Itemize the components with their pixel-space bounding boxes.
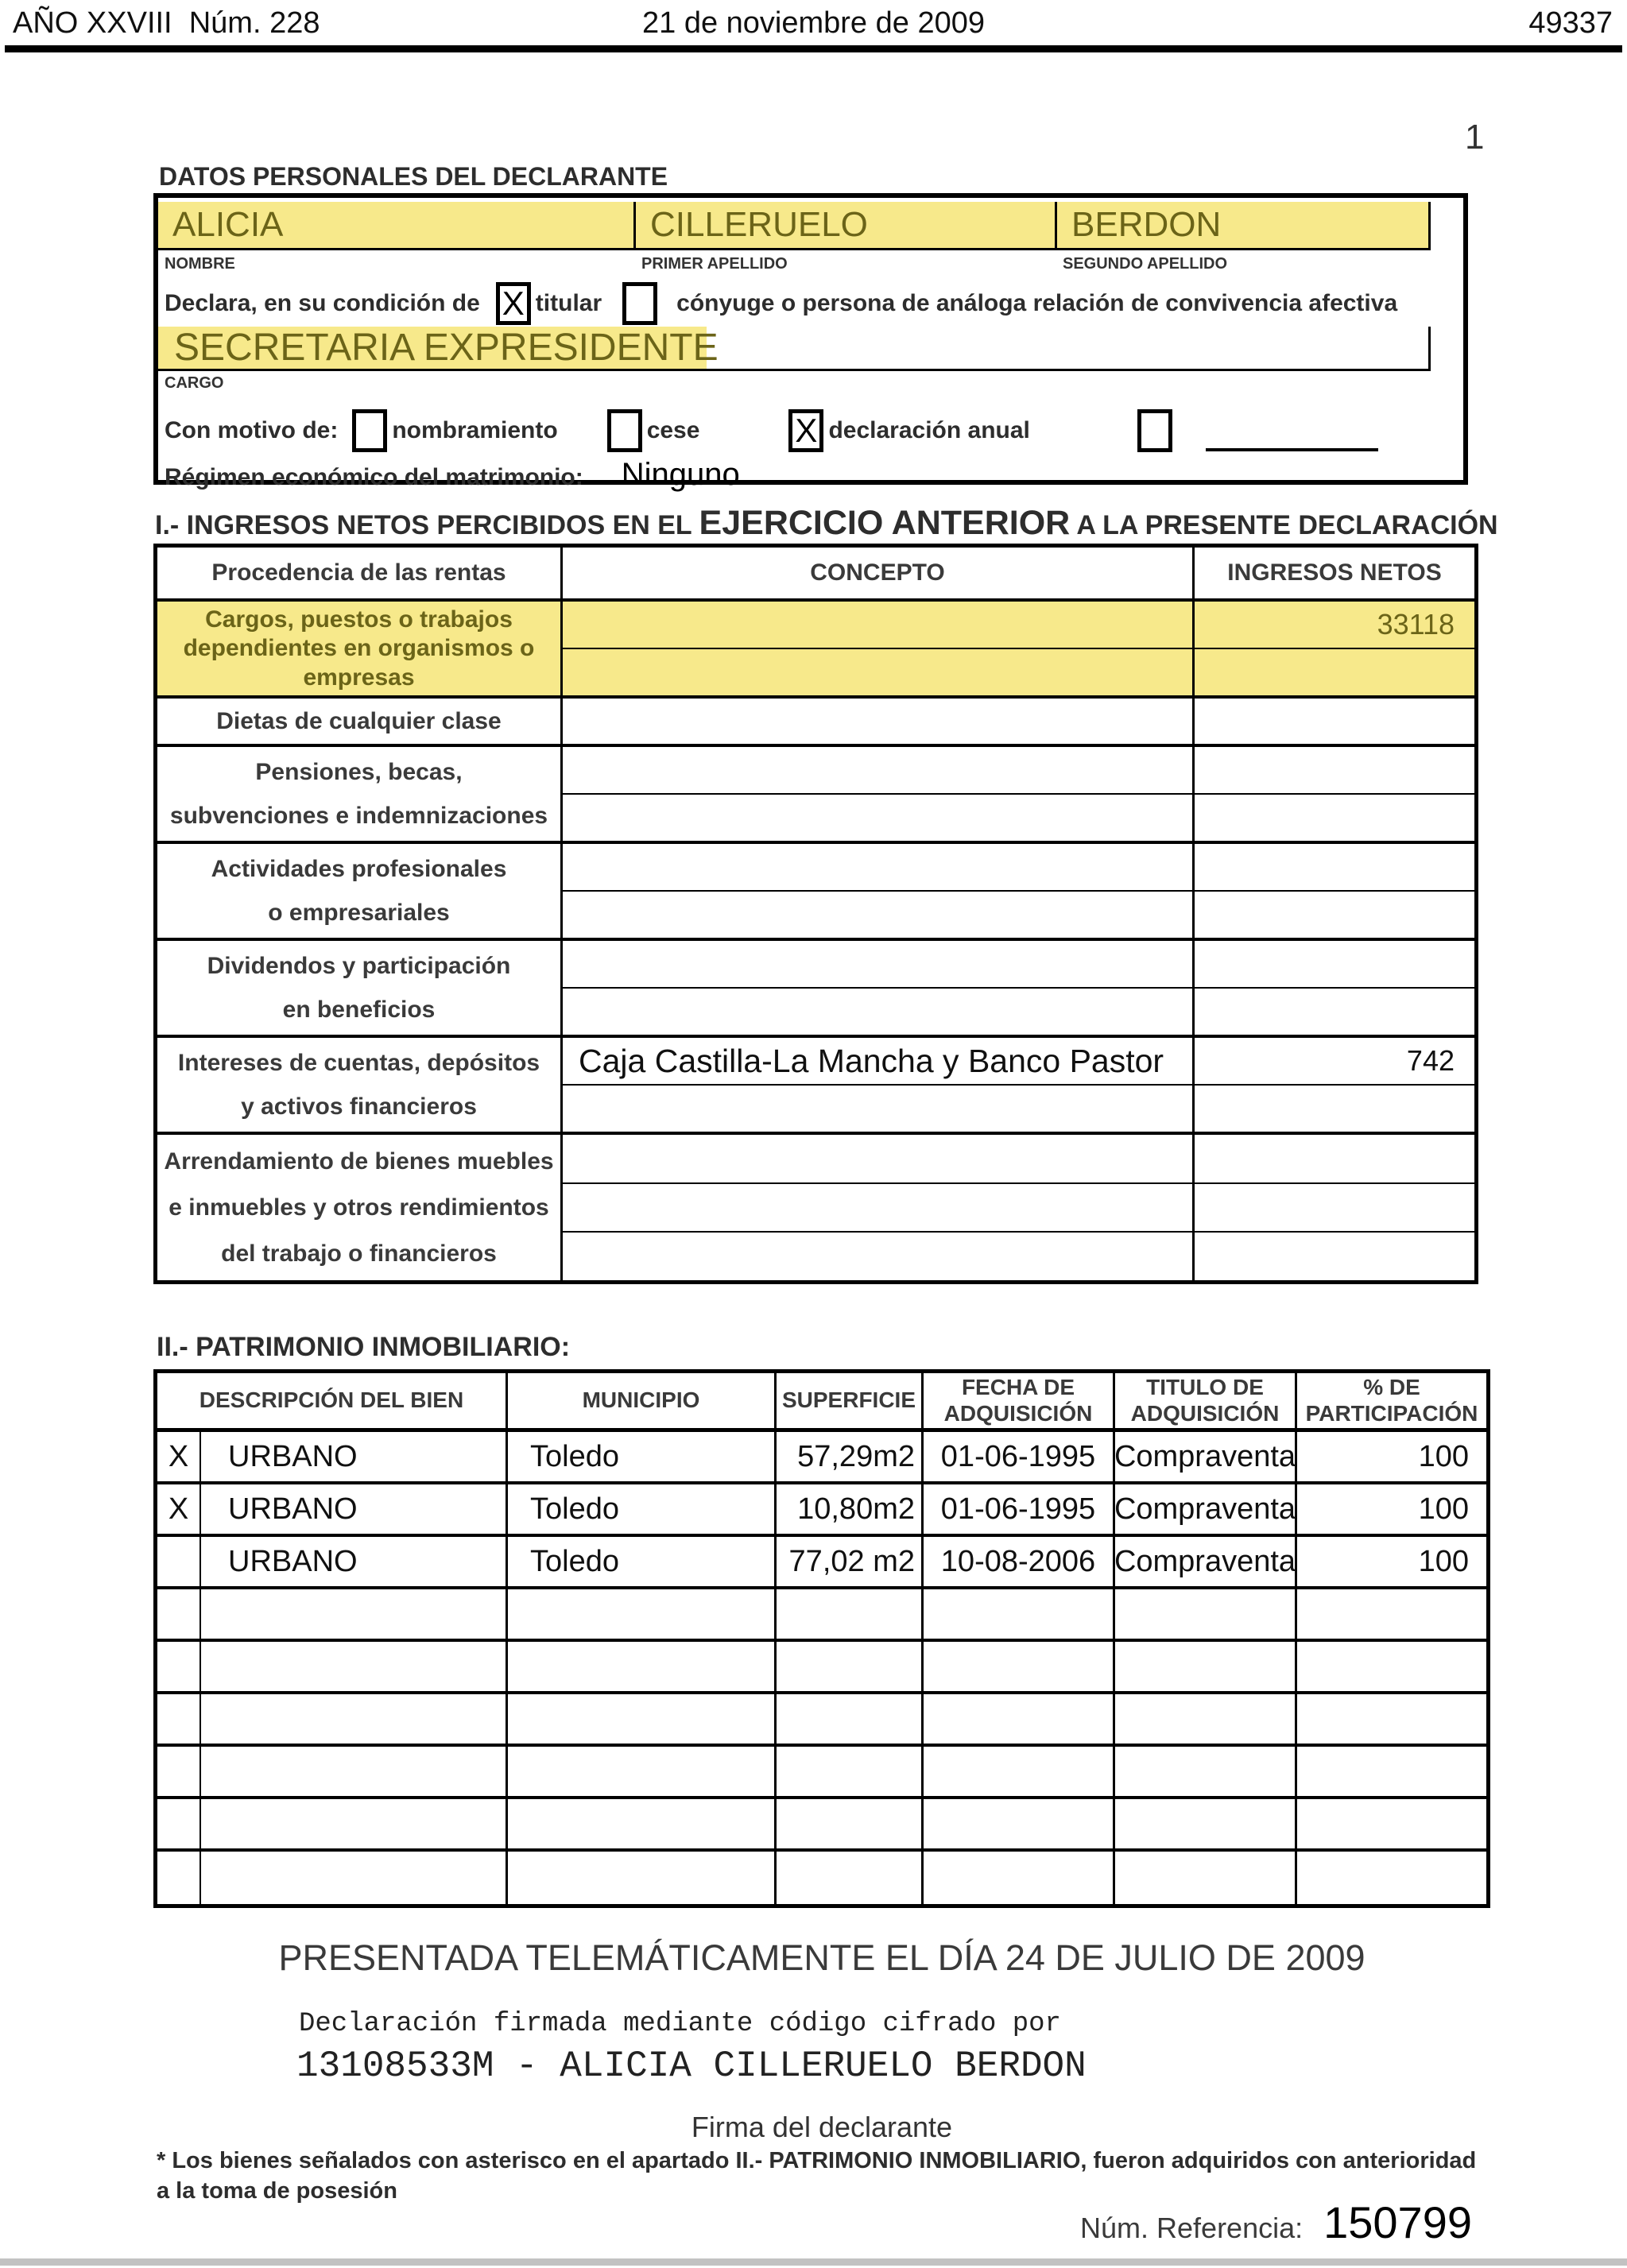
reference-label: Núm. Referencia: bbox=[1080, 2212, 1304, 2244]
header-line: ADQUISICIÓN bbox=[1130, 1400, 1280, 1426]
descripcion-cell: URBANO bbox=[201, 1484, 508, 1534]
ingresos-category-label bbox=[157, 941, 563, 1035]
patrimonio-row-empty bbox=[157, 1799, 1486, 1852]
nombramiento-checkbox bbox=[352, 409, 387, 452]
page-number: 1 bbox=[1465, 118, 1485, 157]
titular-checkbox bbox=[496, 282, 531, 325]
masthead-date: 21 de noviembre de 2009 bbox=[642, 6, 985, 40]
fecha-cell: 01-06-1995 bbox=[924, 1432, 1115, 1481]
importe-cell bbox=[1195, 1086, 1474, 1132]
municipio-cell bbox=[508, 1799, 777, 1848]
masthead-edition: AÑO XXVIII Núm. 228 bbox=[13, 6, 320, 40]
ingresos-subrow bbox=[563, 1184, 1474, 1233]
name-fields-row bbox=[158, 202, 1431, 250]
regimen-label: Régimen económico del matrimonio: bbox=[165, 464, 583, 490]
fecha-cell bbox=[924, 1694, 1115, 1744]
cargo-field-box bbox=[158, 327, 1431, 371]
conyuge-checkbox bbox=[622, 282, 657, 325]
titulo-cell bbox=[1115, 1852, 1297, 1904]
patrimonio-row bbox=[157, 1484, 1486, 1537]
ingresos-subrow bbox=[563, 892, 1474, 938]
name-labels-row bbox=[158, 255, 1431, 277]
patrimonio-row bbox=[157, 1537, 1486, 1589]
importe-cell bbox=[1195, 1233, 1474, 1280]
superficie-cell: 57,29m2 bbox=[777, 1432, 924, 1481]
nombramiento-label: nombramiento bbox=[392, 417, 558, 443]
descripcion-cell bbox=[201, 1799, 508, 1848]
descripcion-cell bbox=[201, 1747, 508, 1796]
titulo-cell: Compraventa bbox=[1115, 1537, 1297, 1586]
section-title-datos-personales: DATOS PERSONALES DEL DECLARANTE bbox=[159, 162, 668, 191]
patrimonio-header-fecha bbox=[924, 1373, 1115, 1428]
ingresos-subrow bbox=[563, 1135, 1474, 1184]
ingresos-group-actividades bbox=[157, 844, 1474, 941]
segundo-apellido-field: BERDON bbox=[1071, 205, 1222, 244]
concepto-cell: Caja Castilla-La Mancha y Banco Pastor bbox=[563, 1038, 1195, 1084]
cese-checkbox bbox=[607, 409, 642, 452]
importe-cell bbox=[1195, 989, 1474, 1035]
header-line: % DE bbox=[1363, 1375, 1420, 1400]
section-title-ingresos bbox=[155, 504, 1498, 543]
participacion-cell bbox=[1297, 1694, 1486, 1744]
superficie-cell bbox=[777, 1589, 924, 1639]
primer-apellido-field: CILLERUELO bbox=[636, 202, 1057, 248]
nombre-label: NOMBRE bbox=[165, 255, 235, 273]
titular-checkbox-mark: X bbox=[502, 284, 525, 322]
masthead-rule bbox=[5, 45, 1622, 52]
category-line: Dietas de cualquier clase bbox=[216, 708, 502, 734]
ingresos-subrow bbox=[563, 699, 1474, 744]
conyuge-label: cónyuge o persona de análoga relación de convivencia afectiva bbox=[676, 290, 1398, 316]
category-line: Arrendamiento de bienes muebles bbox=[164, 1148, 554, 1175]
category-line: o empresariales bbox=[268, 900, 450, 926]
patrimonio-row-empty bbox=[157, 1589, 1486, 1642]
header-line: TITULO DE bbox=[1146, 1375, 1264, 1400]
concepto-cell bbox=[563, 795, 1195, 841]
asterisk-mark-cell bbox=[157, 1642, 201, 1691]
municipio-cell: Toledo bbox=[508, 1537, 777, 1586]
superficie-cell bbox=[777, 1799, 924, 1848]
descripcion-cell bbox=[201, 1642, 508, 1691]
municipio-cell bbox=[508, 1852, 777, 1904]
ingresos-group-cells bbox=[563, 747, 1474, 841]
ingresos-group-arrendamiento bbox=[157, 1135, 1474, 1280]
asterisk-note-line2: a la toma de posesión bbox=[157, 2178, 397, 2204]
participacion-cell bbox=[1297, 1642, 1486, 1691]
concepto-cell bbox=[563, 747, 1195, 793]
ingresos-group-cells bbox=[563, 602, 1474, 695]
descripcion-cell bbox=[201, 1589, 508, 1639]
superficie-cell bbox=[777, 1747, 924, 1796]
concepto-cell bbox=[563, 844, 1195, 890]
category-line: Intereses de cuentas, depósitos bbox=[177, 1050, 540, 1076]
superficie-cell: 10,80m2 bbox=[777, 1484, 924, 1534]
asterisk-note-line1: * Los bienes señalados con asterisco en el apartado II.- PATRIMONIO INMOBILIARIO, fueron adquiridos con anterioridad bbox=[157, 2148, 1477, 2173]
participacion-cell bbox=[1297, 1799, 1486, 1848]
fecha-cell: 01-06-1995 bbox=[924, 1484, 1115, 1534]
asterisk-mark-cell: X bbox=[157, 1484, 201, 1534]
header-line: SUPERFICIE bbox=[781, 1388, 916, 1413]
municipio-cell bbox=[508, 1694, 777, 1744]
header-line: MUNICIPIO bbox=[582, 1388, 700, 1413]
importe-cell bbox=[1195, 844, 1474, 890]
ingresos-category-label bbox=[157, 699, 563, 744]
motivo-row bbox=[165, 406, 1378, 455]
regimen-row bbox=[165, 457, 740, 493]
reference-value: 150799 bbox=[1323, 2197, 1472, 2247]
ingresos-group-dividendos bbox=[157, 941, 1474, 1038]
cese-label: cese bbox=[646, 417, 700, 443]
participacion-cell bbox=[1297, 1747, 1486, 1796]
importe-cell: 33118 bbox=[1377, 608, 1455, 641]
ingresos-subrow bbox=[563, 1038, 1474, 1086]
ingresos-category-label bbox=[157, 844, 563, 938]
ingresos-group-cells bbox=[563, 844, 1474, 938]
firma-caption: Firma del declarante bbox=[691, 2111, 953, 2143]
asterisk-mark-cell bbox=[157, 1747, 201, 1796]
participacion-cell bbox=[1297, 1852, 1486, 1904]
masthead-page-code: 49337 bbox=[1528, 6, 1613, 40]
page-bottom-bar bbox=[0, 2258, 1627, 2266]
asterisk-mark-cell bbox=[157, 1694, 201, 1744]
concepto-cell bbox=[563, 941, 1195, 987]
municipio-cell bbox=[508, 1642, 777, 1691]
concepto-cell bbox=[563, 1086, 1195, 1132]
titulo-cell: Compraventa bbox=[1115, 1484, 1297, 1534]
declaracion-anual-label: declaración anual bbox=[828, 417, 1030, 443]
superficie-cell bbox=[777, 1694, 924, 1744]
importe-cell bbox=[1195, 699, 1474, 744]
patrimonio-header-titulo bbox=[1115, 1373, 1297, 1428]
patrimonio-row-empty bbox=[157, 1642, 1486, 1694]
concepto-cell bbox=[563, 699, 1195, 744]
superficie-cell: 77,02 m2 bbox=[777, 1537, 924, 1586]
concepto-cell bbox=[563, 989, 1195, 1035]
cargo-label: CARGO bbox=[165, 374, 224, 392]
importe-cell bbox=[1195, 649, 1474, 695]
concepto-cell bbox=[563, 1184, 1195, 1232]
ingresos-subrow bbox=[563, 649, 1474, 695]
ingresos-group-cells bbox=[563, 1135, 1474, 1280]
municipio-cell bbox=[508, 1747, 777, 1796]
fecha-cell bbox=[924, 1747, 1115, 1796]
asterisk-mark-cell bbox=[157, 1799, 201, 1848]
concepto-cell bbox=[563, 1233, 1195, 1280]
ingresos-category-label bbox=[157, 1038, 563, 1132]
header-line: DESCRIPCIÓN DEL BIEN bbox=[199, 1388, 464, 1413]
category-line: Actividades profesionales bbox=[211, 856, 507, 882]
ingresos-title-part2: EJERCICIO ANTERIOR bbox=[699, 504, 1071, 542]
declaracion-anual-checkbox-mark: X bbox=[795, 412, 818, 449]
descripcion-cell bbox=[201, 1852, 508, 1904]
category-line: empresas bbox=[303, 664, 415, 691]
ingresos-group-dietas bbox=[157, 699, 1474, 747]
category-line: Cargos, puestos o trabajos bbox=[205, 606, 513, 633]
patrimonio-header-descripcion bbox=[157, 1373, 508, 1428]
otro-motivo-blank-line bbox=[1206, 421, 1378, 451]
ingresos-category-label bbox=[157, 602, 563, 695]
descripcion-cell bbox=[201, 1694, 508, 1744]
descripcion-cell: URBANO bbox=[201, 1432, 508, 1481]
concepto-cell bbox=[563, 602, 1195, 648]
patrimonio-header-superficie bbox=[777, 1373, 924, 1428]
importe-cell bbox=[1195, 747, 1474, 793]
ingresos-header-importe: INGRESOS NETOS bbox=[1227, 559, 1442, 586]
patrimonio-row-empty bbox=[157, 1747, 1486, 1799]
ingresos-group-cells bbox=[563, 941, 1474, 1035]
ingresos-title-part3: A LA PRESENTE DECLARACIÓN bbox=[1070, 510, 1498, 540]
ingresos-group-cells bbox=[563, 1038, 1474, 1132]
reference-number bbox=[1080, 2196, 1472, 2248]
nombre-field: ALICIA bbox=[158, 202, 636, 248]
patrimonio-row-empty bbox=[157, 1694, 1486, 1747]
patrimonio-row-empty bbox=[157, 1852, 1486, 1904]
ingresos-group-cells bbox=[563, 699, 1474, 744]
fecha-cell bbox=[924, 1642, 1115, 1691]
asterisk-mark-cell bbox=[157, 1589, 201, 1639]
importe-cell bbox=[1195, 941, 1474, 987]
fecha-cell bbox=[924, 1799, 1115, 1848]
patrimonio-row bbox=[157, 1432, 1486, 1484]
participacion-cell: 100 bbox=[1418, 1439, 1469, 1473]
category-line: en beneficios bbox=[282, 997, 436, 1023]
category-line: del trabajo o financieros bbox=[221, 1240, 497, 1268]
ingresos-subrow bbox=[563, 1086, 1474, 1132]
importe-cell: 742 bbox=[1406, 1044, 1455, 1077]
fecha-cell: 10-08-2006 bbox=[924, 1537, 1115, 1586]
presentada-statement: PRESENTADA TELEMÁTICAMENTE EL DÍA 24 DE JULIO DE 2009 bbox=[278, 1937, 1366, 1978]
ingresos-table bbox=[153, 544, 1478, 1284]
titulo-cell bbox=[1115, 1747, 1297, 1796]
asterisk-mark-cell bbox=[157, 1537, 201, 1586]
primer-apellido-label: PRIMER APELLIDO bbox=[641, 255, 788, 273]
section-title-patrimonio: II.- PATRIMONIO INMOBILIARIO: bbox=[157, 1332, 571, 1362]
titulo-cell bbox=[1115, 1642, 1297, 1691]
category-line: e inmuebles y otros rendimientos bbox=[169, 1194, 549, 1221]
ingresos-subrow bbox=[563, 747, 1474, 795]
motivo-text: Con motivo de: bbox=[165, 417, 339, 443]
declara-row bbox=[165, 281, 1397, 327]
participacion-cell: 100 bbox=[1418, 1492, 1469, 1526]
header-line: ADQUISICIÓN bbox=[943, 1400, 1093, 1426]
concepto-cell bbox=[563, 649, 1195, 695]
concepto-cell bbox=[563, 1135, 1195, 1182]
cargo-field: SECRETARIA EXPRESIDENTE bbox=[174, 327, 719, 369]
municipio-cell: Toledo bbox=[508, 1432, 777, 1481]
ingresos-subrow bbox=[563, 941, 1474, 989]
asterisk-mark-cell bbox=[157, 1852, 201, 1904]
ingresos-group-cargos bbox=[157, 602, 1474, 699]
importe-cell bbox=[1195, 892, 1474, 938]
ingresos-group-pensiones bbox=[157, 747, 1474, 844]
ingresos-subrow bbox=[563, 1233, 1474, 1280]
ingresos-group-intereses bbox=[157, 1038, 1474, 1135]
header-line: FECHA DE bbox=[961, 1375, 1075, 1400]
personal-data-box bbox=[153, 193, 1468, 492]
fecha-cell bbox=[924, 1852, 1115, 1904]
importe-cell bbox=[1195, 1135, 1474, 1182]
asterisk-mark-cell: X bbox=[157, 1432, 201, 1481]
patrimonio-header-municipio bbox=[508, 1373, 777, 1428]
category-line: y activos financieros bbox=[241, 1093, 477, 1120]
titular-label: titular bbox=[535, 290, 602, 316]
otro-motivo-checkbox bbox=[1137, 409, 1172, 452]
municipio-cell bbox=[508, 1589, 777, 1639]
ingresos-header-row bbox=[157, 548, 1474, 602]
declaracion-anual-checkbox bbox=[788, 409, 823, 452]
titulo-cell bbox=[1115, 1589, 1297, 1639]
importe-cell bbox=[1195, 795, 1474, 841]
titulo-cell bbox=[1115, 1799, 1297, 1848]
ingresos-category-label bbox=[157, 747, 563, 841]
patrimonio-header-row bbox=[157, 1373, 1486, 1432]
ingresos-subrow bbox=[563, 602, 1474, 649]
ingresos-category-label bbox=[157, 1135, 563, 1280]
category-line: Pensiones, becas, bbox=[255, 759, 463, 785]
ingresos-subrow bbox=[563, 989, 1474, 1035]
ingresos-header-procedencia: Procedencia de las rentas bbox=[157, 548, 563, 598]
participacion-cell bbox=[1297, 1589, 1486, 1639]
concepto-cell bbox=[563, 892, 1195, 938]
firmada-statement: Declaración firmada mediante código cifrado por bbox=[299, 2009, 1061, 2039]
importe-cell bbox=[1195, 1184, 1474, 1232]
patrimonio-table bbox=[153, 1369, 1490, 1908]
category-line: subvenciones e indemnizaciones bbox=[169, 803, 548, 829]
ingresos-title-part1: I.- INGRESOS NETOS PERCIBIDOS EN EL bbox=[155, 510, 699, 540]
category-line: Dividendos y participación bbox=[207, 953, 511, 979]
segundo-apellido-label: SEGUNDO APELLIDO bbox=[1063, 255, 1228, 273]
titulo-cell: Compraventa bbox=[1115, 1432, 1297, 1481]
ingresos-subrow bbox=[563, 844, 1474, 892]
ingresos-subrow bbox=[563, 795, 1474, 841]
descripcion-cell: URBANO bbox=[201, 1537, 508, 1586]
superficie-cell bbox=[777, 1642, 924, 1691]
municipio-cell: Toledo bbox=[508, 1484, 777, 1534]
regimen-field: Ninguno bbox=[621, 457, 740, 492]
header-line: PARTICIPACIÓN bbox=[1305, 1400, 1478, 1426]
ingresos-header-concepto: CONCEPTO bbox=[563, 548, 1195, 598]
fecha-cell bbox=[924, 1589, 1115, 1639]
participacion-cell: 100 bbox=[1418, 1544, 1469, 1578]
superficie-cell bbox=[777, 1852, 924, 1904]
signature-code: 13108533M - ALICIA CILLERUELO BERDON bbox=[296, 2045, 1087, 2087]
titulo-cell bbox=[1115, 1694, 1297, 1744]
patrimonio-header-participacion bbox=[1297, 1373, 1486, 1428]
category-line: dependientes en organismos o bbox=[183, 635, 535, 662]
declara-text: Declara, en su condición de bbox=[165, 290, 480, 316]
